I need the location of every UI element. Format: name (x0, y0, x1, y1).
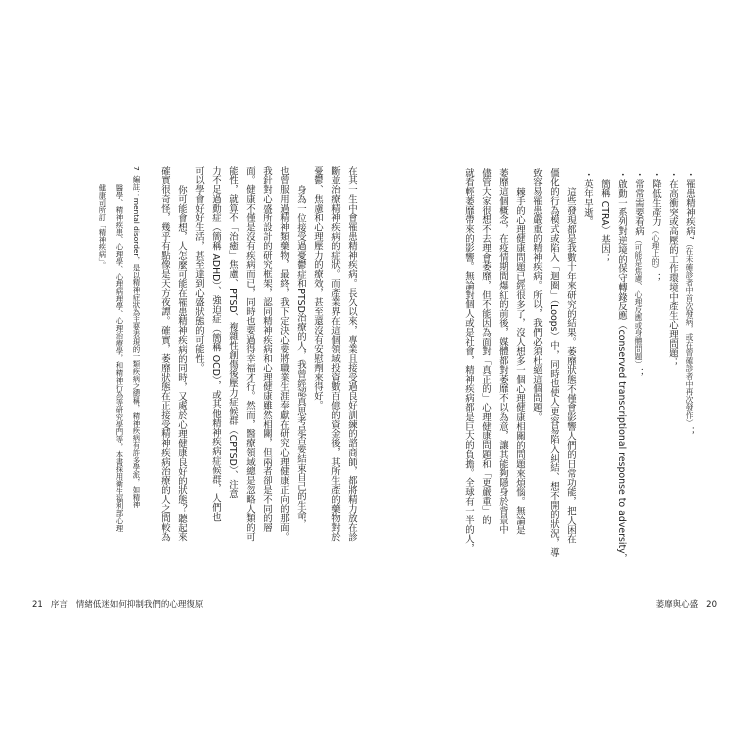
body-column: 可以學會好好生活，甚至達到心盛狀態的可能性。 (193, 166, 204, 373)
body-column: 這些發現都是我數十年來研究的結果。萎靡狀態不僅會影響人們的日常功能，把人困在 (565, 186, 576, 544)
bullet-item (613, 170, 630, 563)
body-column: 在其一生中會罹患精神疾病。長久以來，專業且接受過良好訓練的諮商師，都將精力放在診 (346, 166, 357, 542)
body-column: 面。健康不僅是沒有疾病而已，同時也要過得幸福才行。然而，醫療領域總是忽略人類的可 (244, 166, 255, 542)
footer-book-title: 萎靡與心盛 (655, 600, 699, 610)
footer-section: 序言 (50, 600, 68, 610)
body-column: 致容易罹患嚴重的精神疾病。所以，我們必須杜絕這個問題。 (531, 168, 542, 422)
footnote-line: 健康司所訂「精神疾病」。 (98, 183, 107, 269)
footnote-text: 編註：mental disorder，是以精神症狀為主要表現的一類疾病之總稱，精神疾病有許多學派，如精神 (132, 175, 141, 509)
bullet-end: ； (633, 368, 644, 378)
body-column: 也曾服用過精神類藥物，最終，我下定決心要將職業生涯奉獻在研究心理健康正向的那面。 (278, 166, 289, 542)
bullet-note: （可能是焦慮、心理反應或身體問題） (634, 235, 643, 369)
body-column: 萎靡這個概念，在疫情期間爆紅的前後，媒體都對萎靡不以為意，讓其能夠隱身於背景中 (497, 168, 508, 535)
bullet-item (664, 170, 681, 563)
bullet-item (647, 170, 664, 563)
bullet-text: ・常常需要看病 (633, 170, 644, 236)
footnote (94, 166, 145, 532)
bullet-end: ； (684, 426, 695, 437)
body-column: 能性，就算不「治癒」焦慮、PTSD、複雜性創傷後壓力症候群（CPTSD）、注意 (227, 166, 238, 499)
body-column: 憂鬱、焦慮和心理壓力的療效，甚至還沒有安慰劑來得好。 (312, 166, 323, 411)
bullet-item-continuation (596, 170, 613, 563)
body-column: 身為一位接受過憂鬱症和PTSD治療的人，我曾經認真思考是否要結束自己的生命， (295, 184, 306, 529)
body-column: 我針對心盛所設計的研究框架，認同精神疾病和心理健康雖然相關，但兩者卻是不同的層 (261, 166, 272, 533)
bullet-text: ・在高衝突或高壓的工作環境中產生心理問題； (667, 170, 678, 368)
body-text (156, 166, 360, 542)
body-column: 你可能會想，人怎麼可能在罹患精神疾病的同時，又處於心理健康良好的狀態？聽起來 (176, 184, 187, 542)
bullet-end: ； (650, 273, 661, 283)
bullet-note: （在未確診者中首次發病，或在曾確診者中再次發作） (685, 239, 694, 427)
body-text (460, 168, 579, 557)
bullet-item (579, 170, 596, 563)
body-column: 就看輕萎靡帶來的影響。無論對個人或是社會，精神疾病都是巨大的負擔。全球有一半的人， (463, 168, 474, 553)
footer-chapter-title: 情緒低迷如何抑制我們的心理復原 (75, 600, 204, 610)
bullet-text: ・英年早逝。 (582, 170, 593, 227)
body-column: 力不足過動症（簡稱 ADHD）、強迫症（簡稱 OCD），或其他精神疾病症候群，人們也 (210, 166, 221, 522)
bullet-item (630, 170, 647, 563)
body-column: 棘手的心理健康問題已經很多了，沒人想多一個心理健康相關的問題來煩惱。無論是 (514, 186, 525, 535)
bullet-text: ・罹患精神疾病⁷ (684, 170, 695, 240)
footnote-number: 7 (132, 166, 141, 171)
bullet-list (579, 170, 698, 563)
body-column: 斷並治療精神疾病的症狀。而產業界在這個領域投資數百億的資金後，其所生產的藥物對於 (329, 166, 340, 542)
body-column: 儘管大家很想不去理會萎靡，但不能因為面對「真正的」心理健康問題和「更嚴重」的 (480, 168, 491, 525)
bullet-text: ・降低生產力 (650, 170, 661, 227)
footnote-line: 醫學、精神疾患、心理學、心理病理學、心理治療學，和精神行為等研究學門等，本書採用衛生福利部心理 (115, 183, 124, 532)
page-number: 20 (706, 600, 717, 610)
page-footer (32, 598, 203, 610)
bullet-text: 簡稱 CTRA）基因； (599, 179, 610, 264)
bullet-note: （心理上的） (651, 226, 660, 274)
page-footer (656, 598, 717, 610)
bullet-item (681, 170, 698, 563)
body-column: 確實很奇怪，幾乎有點像是天方夜譚。確實，萎靡狀態在正接受精神疾病治療的人之間較為 (159, 166, 170, 542)
footnote-line (128, 166, 145, 532)
bullet-text: ・啟動一系列對逆境的保守轉錄反應（conserved transcriptional response to adversity， (616, 170, 627, 564)
body-column: 僵化的行為模式或陷入「迴圈」（Loops）中，同時也使人更容易陷入糾結、想不開的狀況，導 (548, 168, 559, 557)
page-number: 21 (32, 600, 43, 610)
